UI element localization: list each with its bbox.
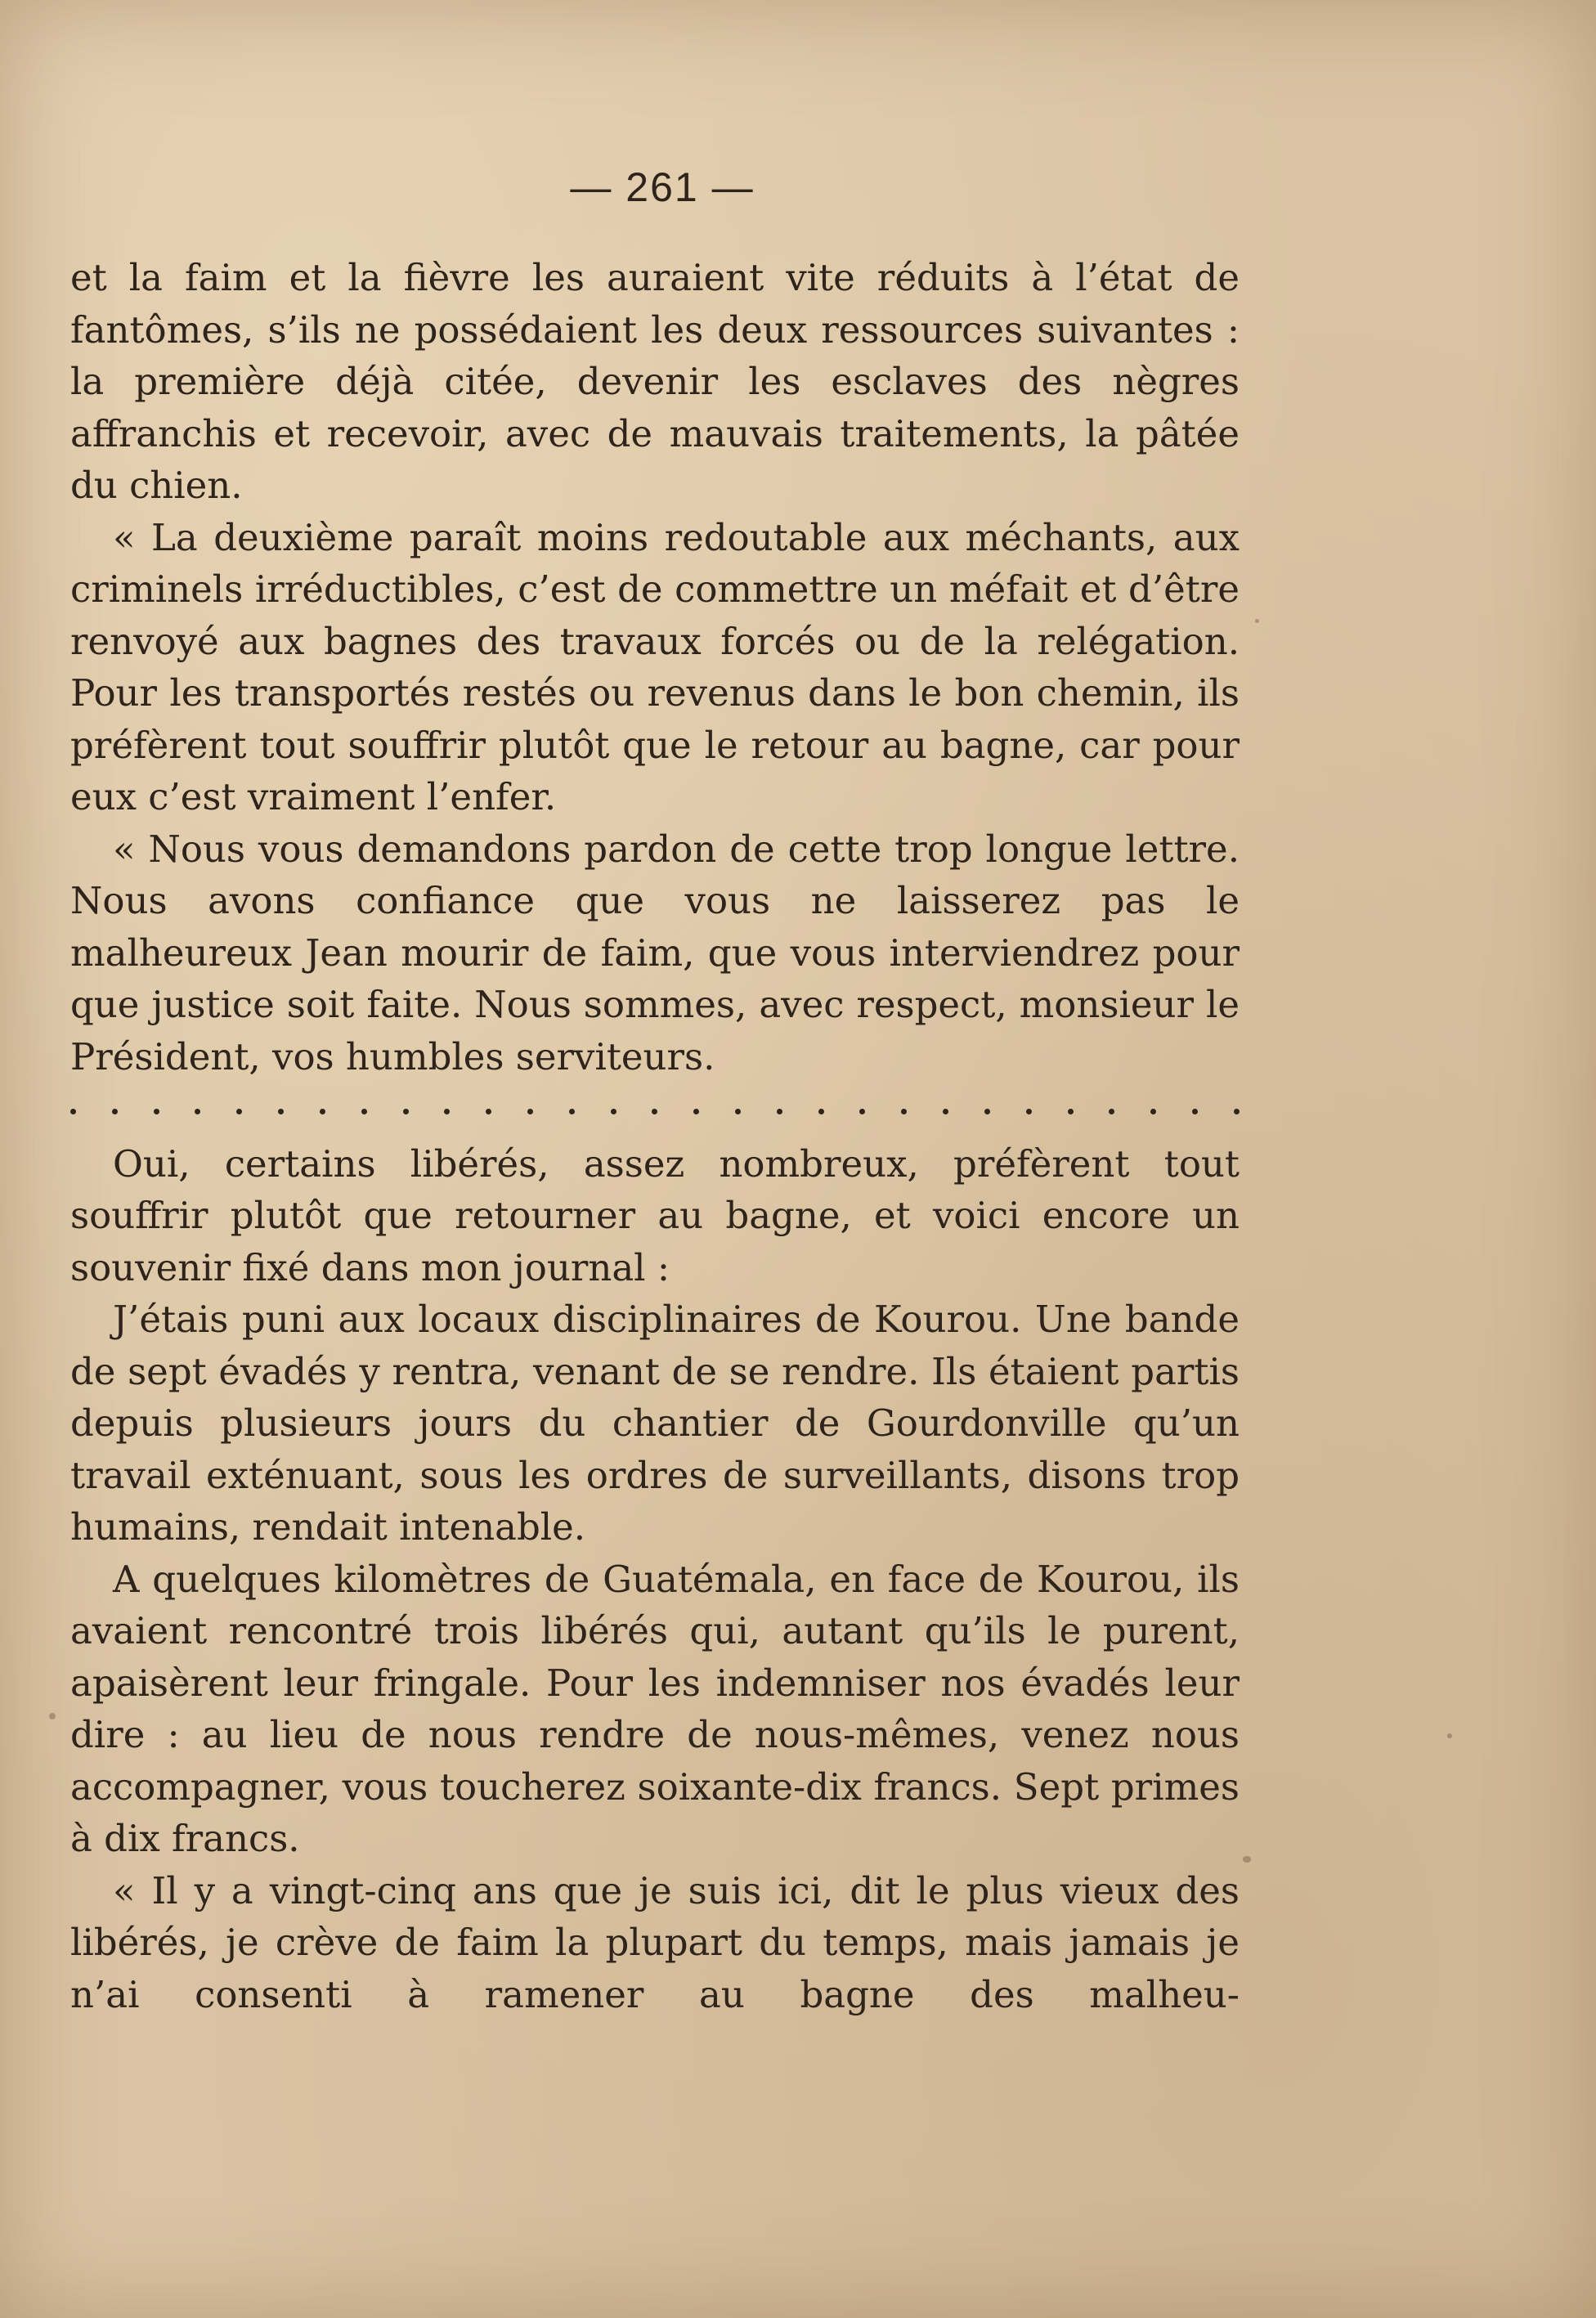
paragraph-7: « Il y a vingt-cinq ans que je suis ici, dit le plus vieux des libérés, je crève de faim la plupart du temps, mais jamais je n’ai consenti à ramener au bagne des malheu- — [70, 1868, 1240, 2016]
paragraph-4: Oui, certains libérés, assez nombreux, préfèrent tout souffrir plutôt que retourner au bagne, et voici encore un souvenir fixé dans mon journal : — [70, 1141, 1240, 1289]
paragraph-6: A quelques kilomètres de Guatémala, en face de Kourou, ils avaient rencontré trois libérés qui, autant qu’ils le purent, apaisèrent leur fringale. Pour les indemniser nos évadés leur dire : au lieu de nous rendre de nous-mêmes, venez nous accompagner, vous toucherez soixante-dix francs. Sept primes à dix francs. — [70, 1557, 1240, 1860]
paragraph-5: J’étais puni aux locaux disciplinaires de Kourou. Une bande de sept évadés y rentra, venant de se rendre. Ils étaient partis depuis plusieurs jours du chantier de Gourdonville qu’un travail exténuant, sous les ordres de surveillants, disons trop humains, rendait intenable. — [70, 1298, 1240, 1549]
paragraph-2: « La deuxième paraît moins redoutable aux méchants, aux criminels irréductibles, c’est de commettre un méfait et d’être renvoyé aux bagnes des travaux forcés ou de la relégation. Pour les transportés restés ou revenus dans le bon chemin, ils préfèrent tout souffrir plutôt que le retour au bagne, car pour eux c’est vraiment l’enfer. — [70, 515, 1240, 818]
paper-speck — [1243, 1856, 1251, 1863]
page-number: — 261 — — [570, 164, 755, 210]
paper-speck — [49, 1713, 56, 1719]
paragraph-1: et la faim et la fièvre les auraient vite réduits à l’état de fantômes, s’ils ne possédaient les deux ressources suivantes : la première déjà citée, devenir les esclaves des nègres affranchis et recevoir, avec de mauvais traitements, la pâtée du chien. — [70, 256, 1240, 507]
section-break-dots — [70, 1083, 1240, 1138]
paper-speck — [1255, 619, 1259, 623]
paragraph-3: « Nous vous demandons pardon de cette trop longue lettre. Nous avons confiance que vous ne laisserez pas le malheureux Jean mourir de faim, que vous interviendrez pour que justice soit faite. Nous sommes, avec respect, monsieur le Président, vos humbles serviteurs. — [70, 827, 1240, 1078]
paper-speck — [1447, 1733, 1452, 1738]
body-text — [70, 252, 1240, 2020]
